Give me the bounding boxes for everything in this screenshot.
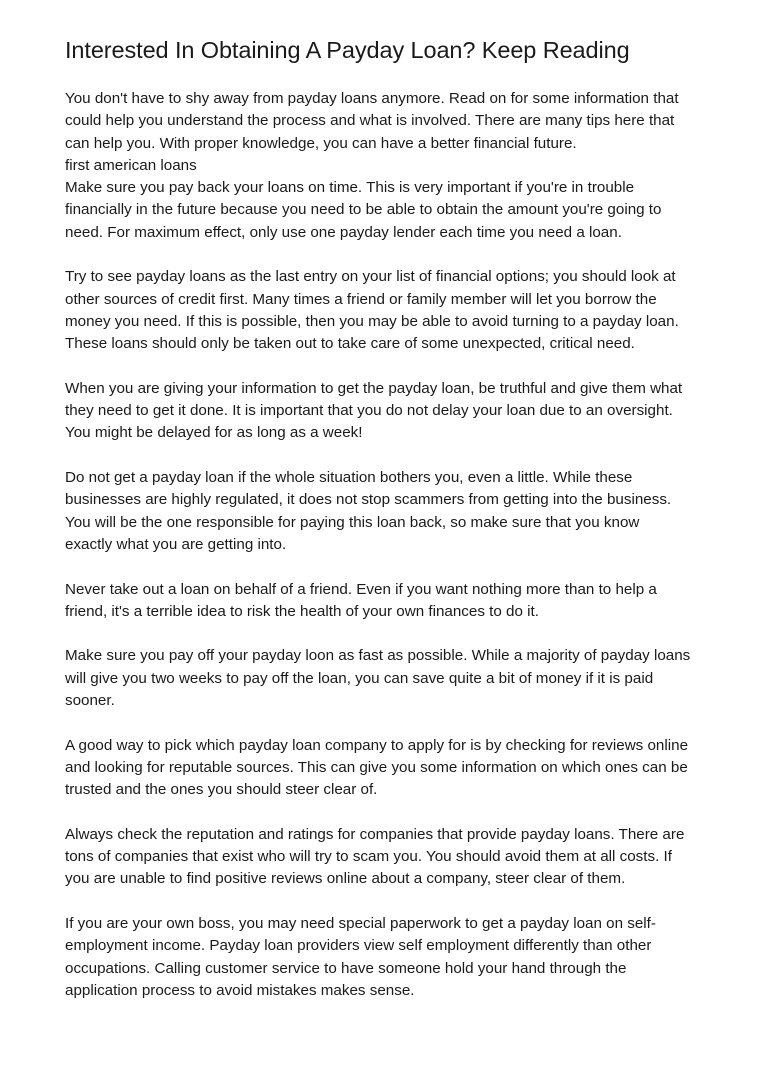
paragraph-line: trusted and the ones you should steer clear of. [65,781,378,799]
paragraph-line: you are unable to find positive reviews online about a company, steer clear of them. [65,870,626,888]
paragraph-line: Make sure you pay off your payday loon as fast as possible. While a majority of payday loans [65,647,691,665]
paragraph-line: A good way to pick which payday loan company to apply for is by checking for reviews online [65,736,689,754]
paragraph-line: friend, it's a terrible idea to risk the health of your own finances to do it. [65,602,539,620]
paragraph-line: Make sure you pay back your loans on time. This is very important if you're in trouble [65,179,635,197]
paragraph-line: tons of companies that exist who will try to scam you. You should avoid them at all costs. If [65,848,672,866]
paragraph-line: If you are your own boss, you may need special paperwork to get a payday loan on self- [65,914,656,932]
paragraph-line: sooner. [65,692,115,710]
paragraph-line: other sources of credit first. Many times a friend or family member will let you borrow the [65,290,657,308]
paragraph-8 [65,824,708,891]
page-title: Interested In Obtaining A Payday Loan? Keep Reading [65,37,630,63]
first-american-loans-link[interactable]: first american loans [65,156,197,174]
paragraph-line: Do not get a payday loan if the whole situation bothers you, even a little. While these [65,469,633,487]
paragraph-line: businesses are highly regulated, it does not stop scammers from getting into the business. [65,491,672,509]
paragraph-line: will give you two weeks to pay off the loan, you can save quite a bit of money if it is paid [65,669,654,687]
paragraph-line: application process to avoid mistakes makes sense. [65,981,415,999]
paragraph-line: You might be delayed for as long as a week! [65,424,363,442]
paragraph-line: When you are giving your information to get the payday loan, be truthful and give them what [65,379,683,397]
paragraph-line: could help you understand the process and what is involved. There are many tips here that [65,112,675,130]
paragraph-line: Try to see payday loans as the last entry on your list of financial options; you should look at [65,268,676,286]
paragraph-line: need. For maximum effect, only use one payday lender each time you need a loan. [65,223,622,241]
paragraph-6 [65,645,708,712]
paragraph-3 [65,378,708,445]
paragraph-intro [65,88,708,244]
paragraph-line: exactly what you are getting into. [65,535,287,553]
paragraph-line: Always check the reputation and ratings for companies that provide payday loans. There are [65,825,685,843]
paragraph-line: You don't have to shy away from payday loans anymore. Read on for some information that [65,90,679,107]
paragraph-line: they need to get it done. It is important that you do not delay your loan due to an oversight. [65,402,673,420]
paragraph-7 [65,735,708,802]
paragraph-line: Never take out a loan on behalf of a friend. Even if you want nothing more than to help a [65,580,657,598]
paragraph-line: employment income. Payday loan providers view self employment differently than other [65,937,652,955]
paragraph-2 [65,266,708,355]
paragraph-line: You will be the one responsible for paying this loan back, so make sure that you know [65,513,640,531]
paragraph-9 [65,913,708,1002]
paragraph-4 [65,467,708,556]
paragraph-line: financially in the future because you need to be able to obtain the amount you're going to [65,201,662,219]
paragraph-line: and looking for reputable sources. This can give you some information on which ones can be [65,758,688,776]
paragraph-line: occupations. Calling customer service to have someone hold your hand through the [65,959,627,977]
paragraph-line: These loans should only be taken out to take care of some unexpected, critical need. [65,335,635,353]
paragraph-line: money you need. If this is possible, then you may be able to avoid turning to a payday loan. [65,312,679,330]
paragraph-line: can help you. With proper knowledge, you can have a better financial future. [65,134,577,152]
paragraph-5 [65,579,708,624]
